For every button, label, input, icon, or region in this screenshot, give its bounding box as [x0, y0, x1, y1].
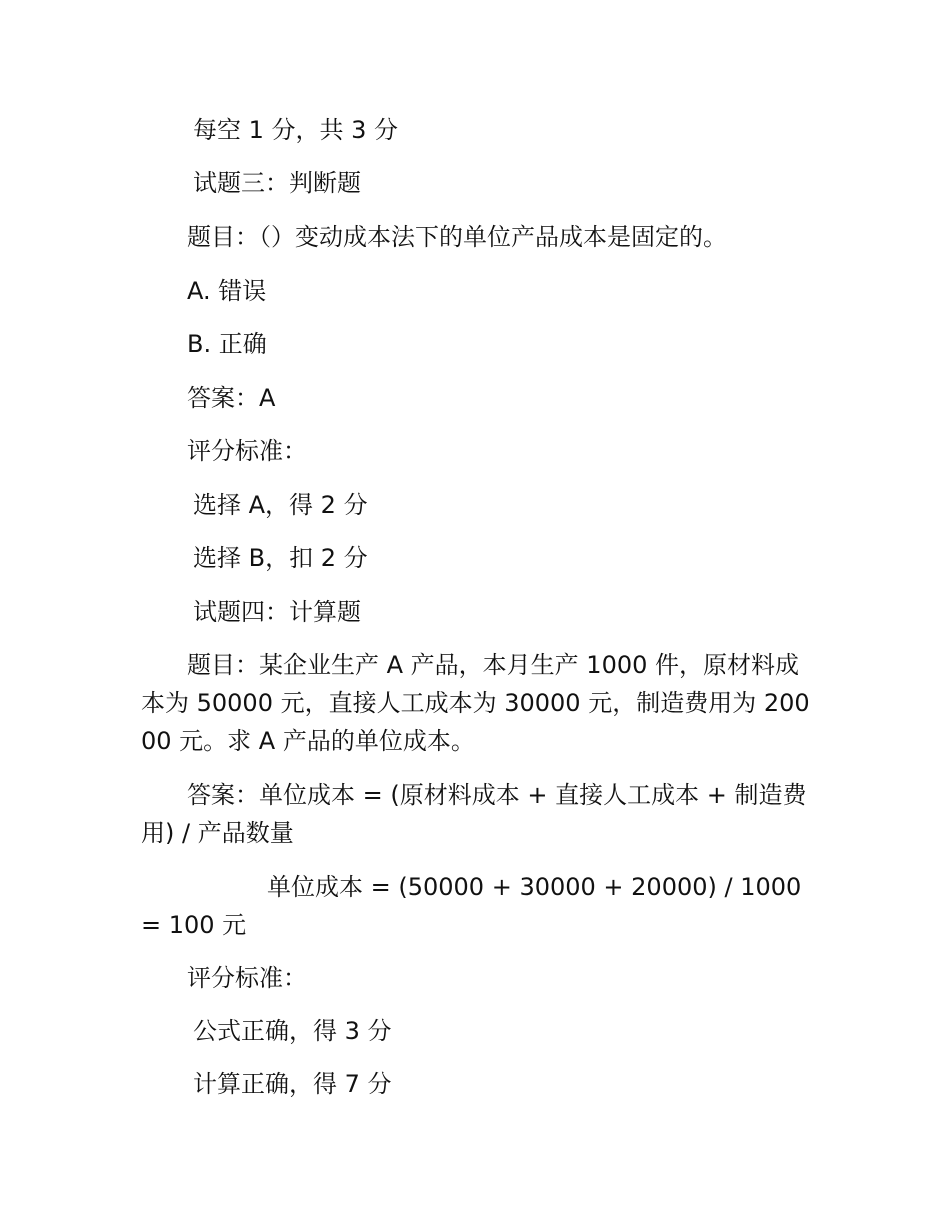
q3-criteria-heading: 评分标准： — [187, 437, 307, 465]
q3-option-a: A. 错误 — [187, 277, 267, 305]
q4-criteria-item: 计算正确，得 7 分 — [193, 1070, 392, 1098]
q4-question: 题目：某企业生产 A 产品，本月生产 1000 件，原材料成本为 50000 元，直接人工成本为 30000 元，制造费用为 20000 元。求 A 产品的单位成本。 — [141, 651, 810, 755]
q3-criteria-item: 选择 A，得 2 分 — [193, 491, 368, 519]
points-note: 每空 1 分，共 3 分 — [193, 116, 399, 144]
q3-heading: 试题三：判断题 — [193, 169, 361, 197]
q3-criteria-item: 选择 B，扣 2 分 — [193, 544, 368, 572]
q4-answer-formula: 答案：单位成本 = (原材料成本 + 直接人工成本 + 制造费用) / 产品数量 — [141, 781, 807, 847]
q3-option-b: B. 正确 — [187, 330, 267, 358]
q4-criteria-item: 公式正确，得 3 分 — [193, 1017, 392, 1045]
q4-criteria-heading: 评分标准： — [187, 964, 307, 992]
q3-question: 题目：（）变动成本法下的单位产品成本是固定的。 — [187, 223, 727, 251]
q3-answer: 答案：A — [187, 384, 276, 412]
q4-heading: 试题四：计算题 — [193, 598, 361, 626]
q4-answer-calculation: 单位成本 = (50000 + 30000 + 20000) / 1000 = 100 元 — [141, 873, 802, 939]
